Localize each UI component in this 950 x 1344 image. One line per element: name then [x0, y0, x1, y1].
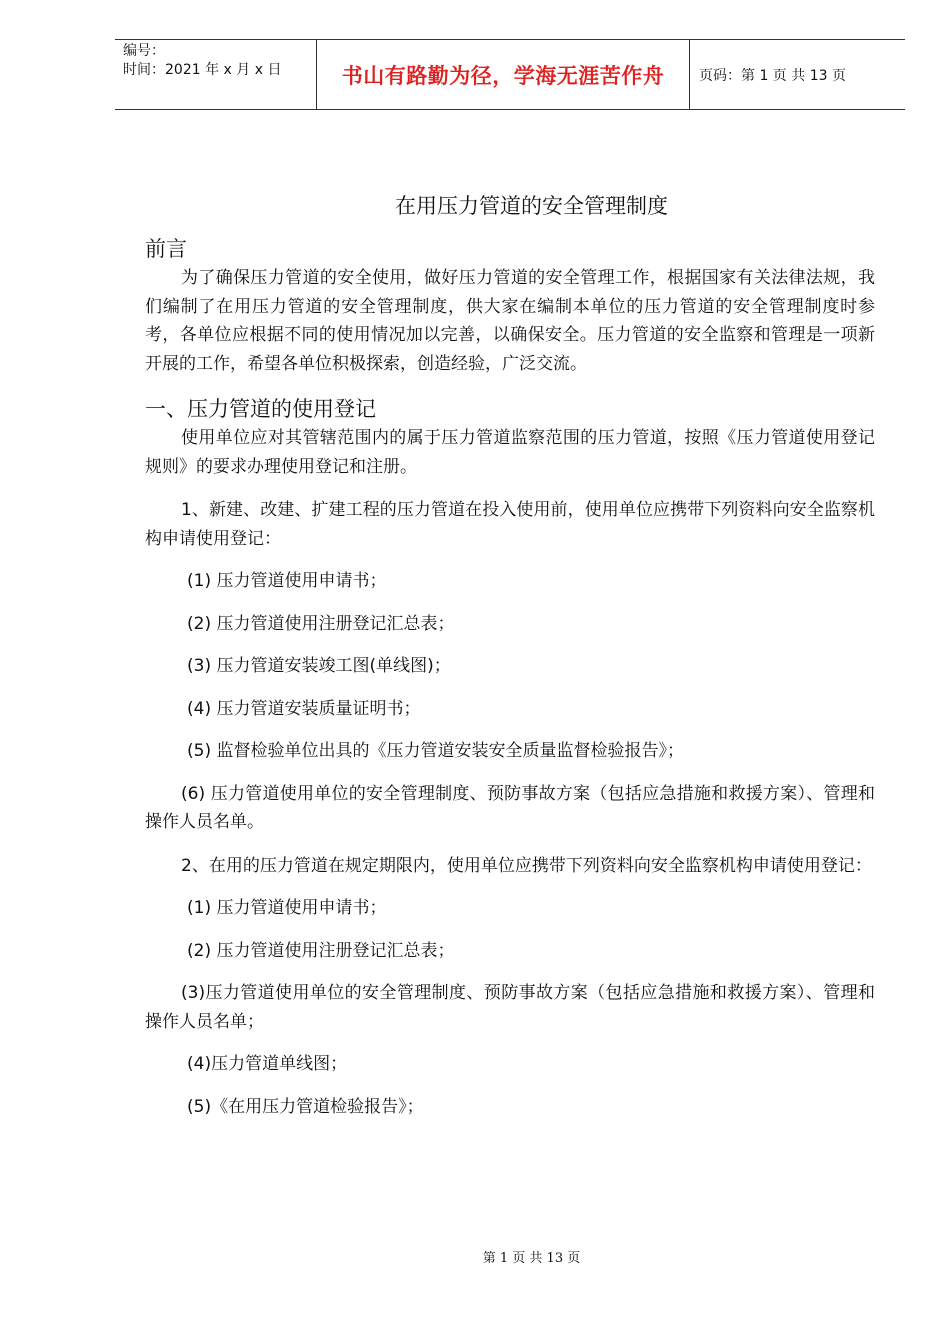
page-footer: 第 1 页 共 13 页 — [482, 1251, 581, 1266]
document-body — [145, 234, 875, 1121]
section-intro: 使用单位应对其管辖范围内的属于压力管道监察范围的压力管道，按照《压力管道使用登记规则》的要求办理使用登记和注册。 — [145, 428, 875, 477]
number-label: 编号： — [123, 43, 165, 59]
time-label: 时间：2021 年 x 月 x 日 — [123, 62, 282, 78]
header-meta — [115, 40, 316, 109]
list-item: (4)压力管道单线图； — [187, 1054, 348, 1074]
list-item: (3)压力管道使用单位的安全管理制度、预防事故方案（包括应急措施和救援方案）、管理和操作人员名单； — [145, 983, 875, 1032]
list-item: (5)《在用压力管道检验报告》； — [187, 1096, 424, 1117]
list-item: (4) 压力管道安装质量证明书； — [187, 698, 421, 719]
subsection-2-text: 2、在用的压力管道在规定期限内，使用单位应携带下列资料向安全监察机构申请使用登记： — [181, 855, 872, 876]
document-title: 在用压力管道的安全管理制度 — [395, 194, 668, 218]
list-item: (2) 压力管道使用注册登记汇总表； — [187, 940, 455, 961]
page-header — [115, 39, 905, 110]
preface-paragraph: 为了确保压力管道的安全使用，做好压力管道的安全管理工作，根据国家有关法律法规，我们编制了在用压力管道的安全管理制度，供大家在编制本单位的压力管道的安全管理制度时参考，各单位应根据不同的使用情况加以完善，以确保安全。压力管道的安全监察和管理是一项新开展的工作，希望各单位积极探索，创造经验，广泛交流。 — [145, 268, 875, 374]
list-item: (1) 压力管道使用申请书； — [187, 571, 387, 591]
list-item: (1) 压力管道使用申请书； — [187, 898, 387, 918]
subsection-1-text: 1、新建、改建、扩建工程的压力管道在投入使用前，使用单位应携带下列资料向安全监察机构申请使用登记： — [145, 500, 875, 549]
list-item: (2) 压力管道使用注册登记汇总表； — [187, 613, 455, 634]
list-item: (5) 监督检验单位出具的《压力管道安装安全质量监督检验报告》； — [187, 741, 684, 761]
section-heading: 一、压力管道的使用登记 — [145, 397, 376, 421]
list-item: (6) 压力管道使用单位的安全管理制度、预防事故方案（包括应急措施和救援方案）、管理和操作人员名单。 — [145, 783, 875, 832]
header-page-info: 页码：第 1 页 共 13 页 — [699, 67, 846, 84]
preface-heading: 前言 — [145, 237, 187, 261]
header-motto: 书山有路勤为径，学海无涯苦作舟 — [316, 40, 690, 109]
list-item: (3) 压力管道安装竣工图(单线图)； — [187, 656, 451, 676]
